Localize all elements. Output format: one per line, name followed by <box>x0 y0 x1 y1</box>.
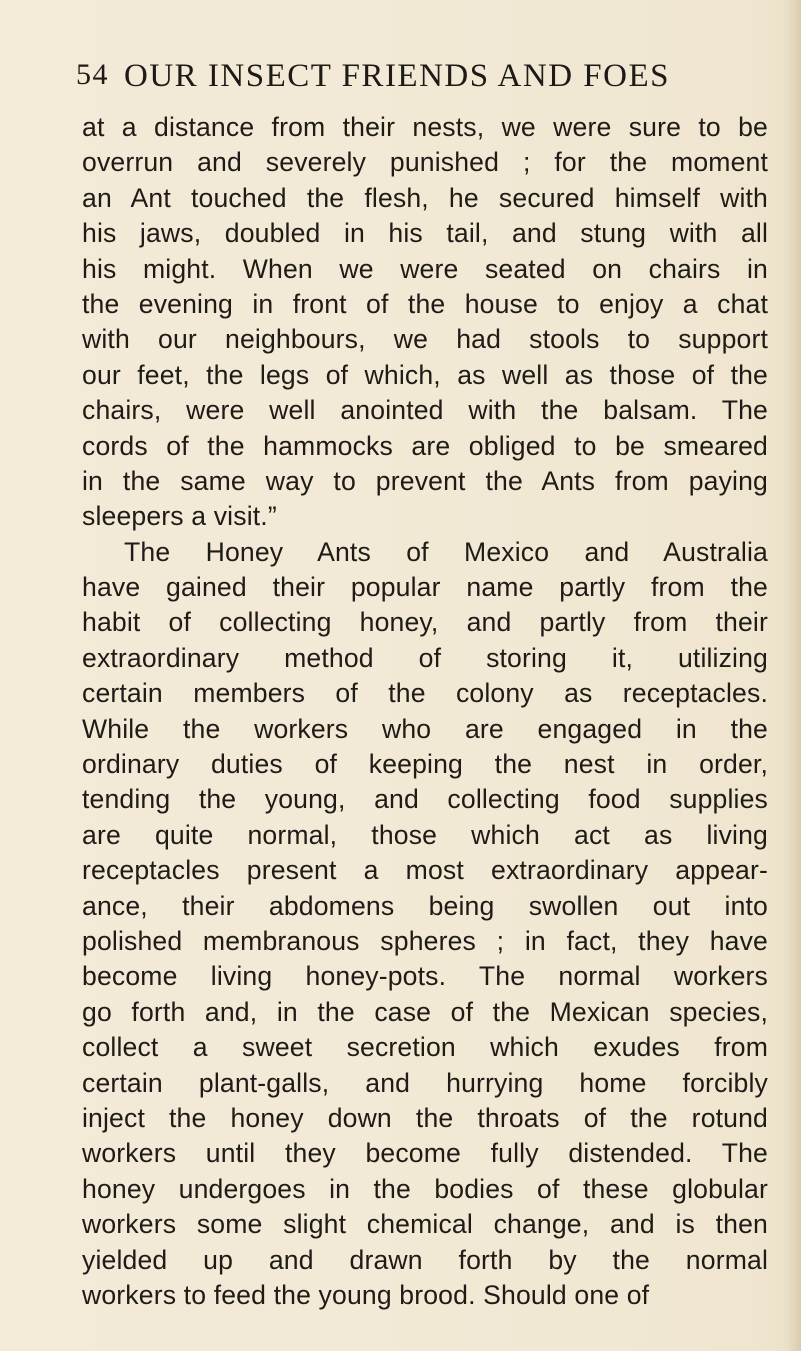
text-line: honey undergoes in the bodies of these globular <box>82 1173 768 1204</box>
page-edge-shadow <box>787 0 801 1351</box>
text-line: receptacles present a most extraordinary appear- <box>82 855 768 886</box>
text-line: with our neighbours, we had stools to support <box>82 324 768 355</box>
text-line: yielded up and drawn forth by the normal <box>82 1244 768 1275</box>
page-number: 54 <box>76 58 109 91</box>
text-line: workers some slight chemical change, and is then <box>82 1209 768 1240</box>
text-line: have gained their popular name partly from the <box>82 572 768 603</box>
text-line: overrun and severely punished ; for the moment <box>82 147 768 178</box>
running-title: OUR INSECT FRIENDS AND FOES <box>124 58 670 94</box>
paragraph-start-line: The Honey Ants of Mexico and Australia <box>124 536 768 567</box>
text-line: at a distance from their nests, we were sure to be <box>82 112 768 142</box>
text-line: the evening in front of the house to enjoy a chat <box>82 288 768 319</box>
text-line: collect a sweet secretion which exudes from <box>82 1032 768 1063</box>
running-head <box>76 58 776 106</box>
text-line: workers until they become fully distended. The <box>82 1138 768 1169</box>
text-line: cords of the hammocks are obliged to be smeared <box>82 430 768 461</box>
text-line: go forth and, in the case of the Mexican species, <box>82 996 768 1027</box>
text-line: our feet, the legs of which, as well as those of the <box>82 359 768 390</box>
text-line: sleepers a visit.” <box>82 501 277 532</box>
text-line: an Ant touched the flesh, he secured himself with <box>82 182 768 213</box>
text-line: his might. When we were seated on chairs in <box>82 253 768 284</box>
text-line: in the same way to prevent the Ants from paying <box>82 465 768 496</box>
text-line: become living honey-pots. The normal workers <box>82 961 768 992</box>
text-line: workers to feed the young brood. Should one of <box>82 1279 650 1310</box>
body-text <box>82 110 768 1310</box>
text-line: habit of collecting honey, and partly from their <box>82 607 768 638</box>
text-line: certain plant-galls, and hurrying home forcibly <box>82 1067 768 1098</box>
text-line: While the workers who are engaged in the <box>82 713 768 744</box>
text-line: polished membranous spheres ; in fact, they have <box>82 925 768 956</box>
text-line: his jaws, doubled in his tail, and stung with all <box>82 218 768 249</box>
text-line: are quite normal, those which act as living <box>82 819 768 850</box>
text-line: ance, their abdomens being swollen out into <box>82 890 768 921</box>
text-line: ordinary duties of keeping the nest in order, <box>82 749 768 780</box>
text-line: certain members of the colony as receptacles. <box>82 678 768 709</box>
text-line: tending the young, and collecting food supplies <box>82 784 768 815</box>
text-line: extraordinary method of storing it, utilizing <box>82 642 768 673</box>
text-line: chairs, were well anointed with the balsam. The <box>82 395 768 426</box>
text-line: inject the honey down the throats of the rotund <box>82 1102 768 1133</box>
